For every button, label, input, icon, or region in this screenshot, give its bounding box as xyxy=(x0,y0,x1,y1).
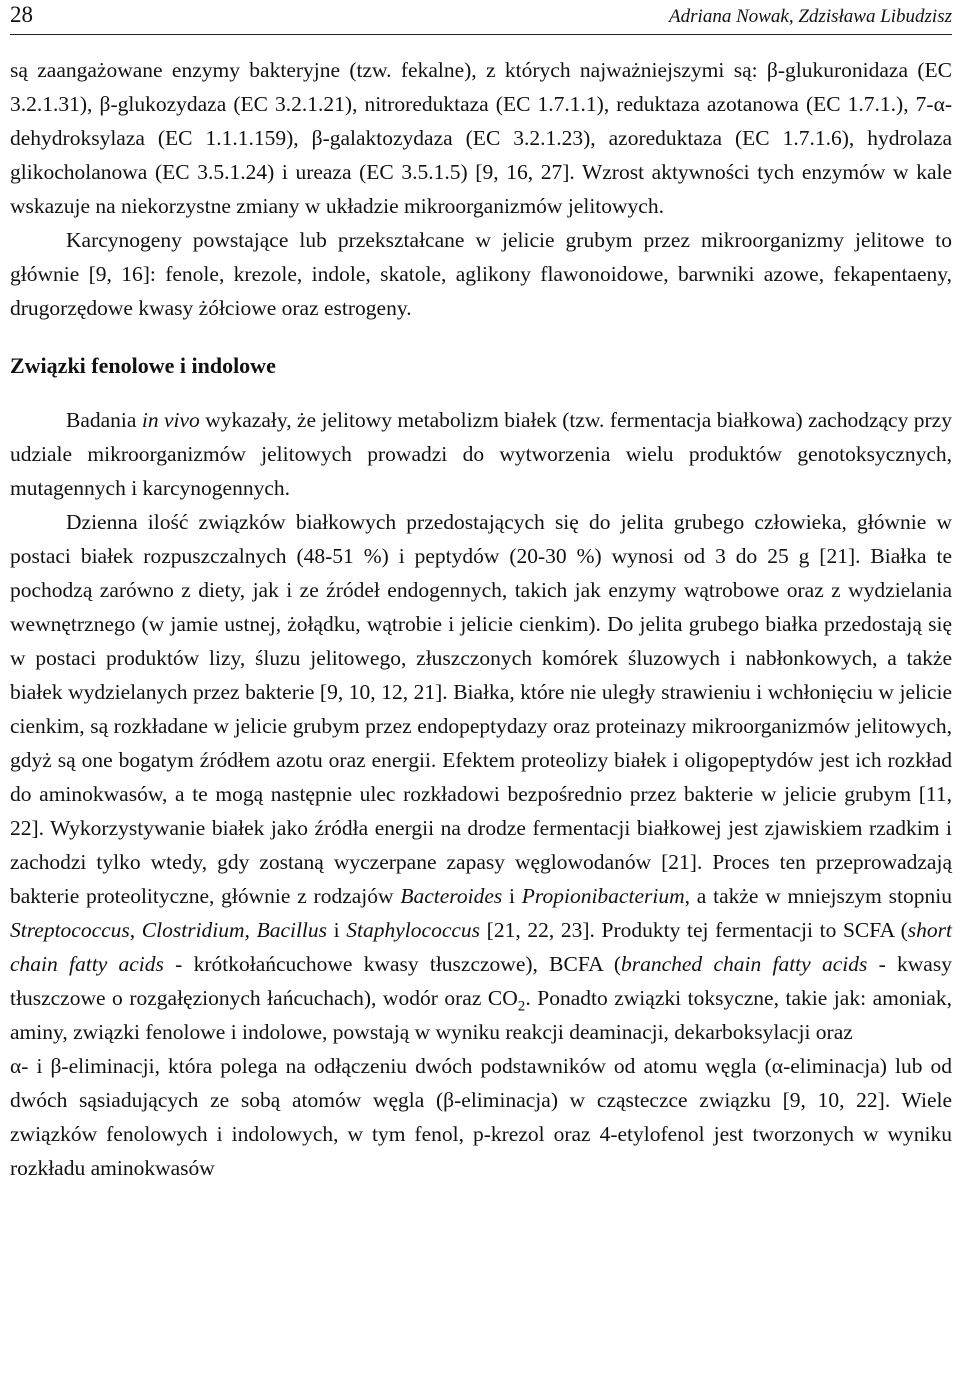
text-segment: i xyxy=(502,884,522,908)
text-segment: [21, 22, 23]. Produkty tej fermentacji to SCFA ( xyxy=(480,918,908,942)
paragraph-elimination: α- i β-eliminacji, która polega na odłączeniu dwóch podstawników od atomu węgla (α-eliminacja) lub od dwóch sąsiadujących ze sobą atomów węgla (β-eliminacja) w cząsteczce związku [9, 10, 22]. Wiele związków fenolowych i indolowych, w tym fenol, p-krezol oraz 4-etylofenol jest tworzonych w wyniku rozkładu aminokwasów xyxy=(10,1054,952,1180)
section-heading: Związki fenolowe i indolowe xyxy=(10,353,276,378)
page-number: 28 xyxy=(10,2,33,27)
paragraph-carcinogens: Karcynogeny powstające lub przekształcane w jelicie grubym przez mikroorganizmy jelitowe to głównie [9, 16]: fenole, krezole, indole, skatole, aglikony flawonoidowe, barwniki azowe, fekapentaeny, drugorzędowe kwasy żółciowe oraz estrogeny. xyxy=(10,228,952,320)
italic-term: Bacteroides xyxy=(400,884,503,908)
running-header-authors: Adriana Nowak, Zdzisława Libudzisz xyxy=(669,6,952,27)
text-segment: - krótkołańcuchowe kwasy tłuszczowe), BCFA ( xyxy=(163,952,621,976)
paragraph-in-vivo xyxy=(10,403,952,505)
page-header xyxy=(10,0,952,35)
document-page xyxy=(10,0,952,1185)
text-segment: Dzienna ilość związków białkowych przedostających się do jelita grubego człowieka, głównie w postaci białek rozpuszczalnych (48-51 %) i peptydów (20-30 %) wynosi od 3 do 25 g [21]. Białka te pochodzą zarówno z diety, jak i ze źródeł endogennych, takich jak enzymy wątrobowe oraz z wydzielania wewnętrznego (w jamie ustnej, żołądku, wątrobie i jelicie cienkim). Do jelita grubego białka przedostają się w postaci produktów lizy, śluzu jelitowego, złuszczonych komórek śluzowych i nabłonkowych, a także białek wydzielanych przez bakterie [9, 10, 12, 21]. Białka, które nie uległy strawieniu i wchłonięciu w jelicie cienkim, są rozkładane w jelicie grubym przez endopeptydazy oraz proteinazy mikroorganizmów jelitowych, gdyż są one bogatym źródłem azotu oraz energii. Efektem proteolizy białek i oligopeptydów jest ich rozkład do aminokwasów, a te mogą następnie ulec rozkładowi bezpośrednio przez bakterie w jelicie grubym [11, 22]. Wykorzystywanie białek jako źródła energii na drodze fermentacji białkowej jest zjawiskiem rzadkim i zachodzi tylko wtedy, gdy zostaną wyczerpane zapasy węglowodanów [21]. Proces ten przeprowadzają bakterie proteolityczne, głównie z rodzajów xyxy=(10,510,952,908)
italic-term: in vivo xyxy=(141,408,200,432)
text-segment: - kwasy tłuszczowe o rozgałęzionych łańcuchach), wodór oraz CO xyxy=(10,952,952,1010)
italic-term: short chain fatty acids xyxy=(10,918,952,976)
paragraph-enzymes: są zaangażowane enzymy bakteryjne (tzw. fekalne), z których najważniejszymi są: β-glukuronidaza (EC 3.2.1.31), β-glukozydaza (EC 3.2.1.21), nitroreduktaza (EC 1.7.1.1), reduktaza azotanowa (EC 1.7.1.), 7-α-dehydroksylaza (EC 1.1.1.159), β-galaktozydaza (EC 3.2.1.23), azoreduktaza (EC 1.7.1.6), hydrolaza glikocholanowa (EC 3.5.1.24) i ureaza (EC 3.5.1.5) [9, 16, 27]. Wzrost aktywności tych enzymów w kale wskazuje na niekorzystne zmiany w układzie mikroorganizmów jelitowych. xyxy=(10,58,952,218)
body-text xyxy=(10,35,952,1185)
paragraph-protein-fermentation xyxy=(10,505,952,1049)
subscript: 2 xyxy=(517,998,526,1015)
text-segment: , a także w mniejszym stopniu xyxy=(684,884,952,908)
text-segment: . Ponadto związki toksyczne, takie jak: amoniak, aminy, związki fenolowe i indolowe, powstają w wyniku reakcji deaminacji, dekarboksylacji oraz xyxy=(10,986,952,1044)
italic-term: branched chain fatty acids xyxy=(620,952,868,976)
italic-term: Propionibacterium xyxy=(521,884,685,908)
text-segment: i xyxy=(327,918,347,942)
text-segment: wykazały, że jelitowy metabolizm białek (tzw. fermentacja białkowa) zachodzący przy udziale mikroorganizmów jelitowych prowadzi do wytworzenia wielu produktów genotoksycznych, mutagennych i karcynogennych. xyxy=(10,408,952,500)
italic-term: Staphylococcus xyxy=(346,918,481,942)
text-segment: Badania xyxy=(66,408,142,432)
italic-term: Streptococcus, Clostridium, Bacillus xyxy=(10,918,328,942)
